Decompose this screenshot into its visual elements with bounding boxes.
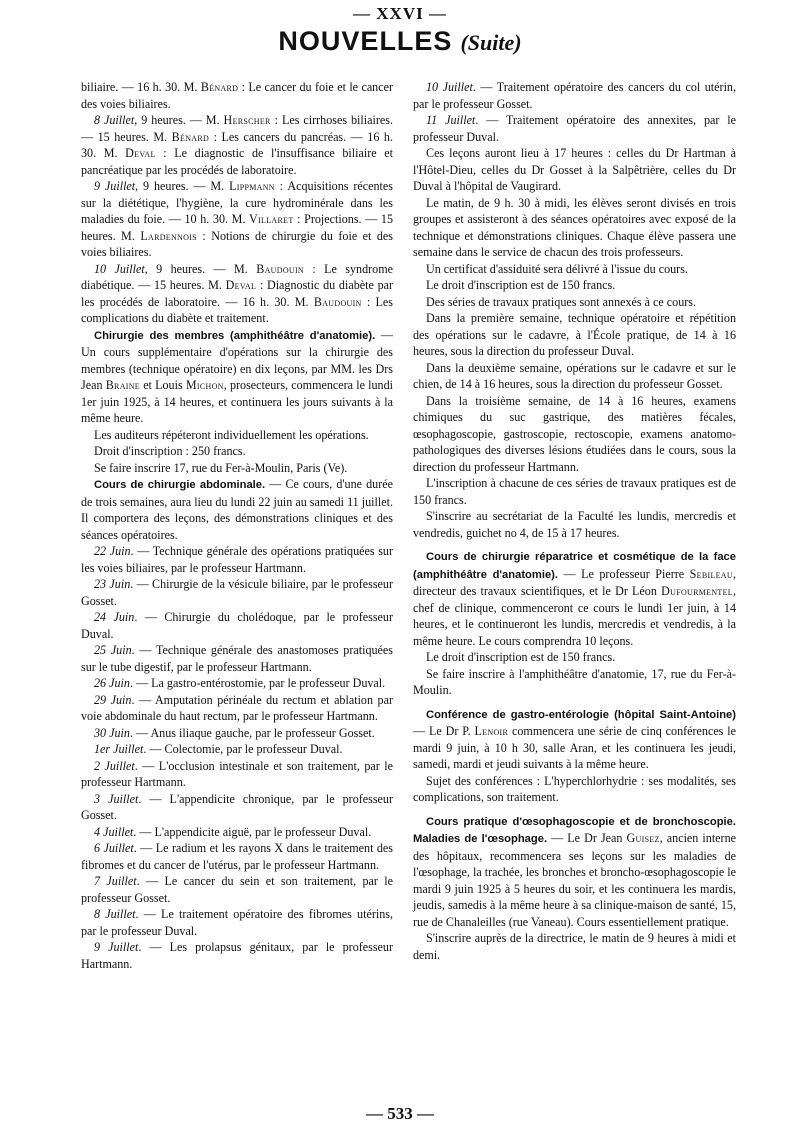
title-suffix: (Suite) bbox=[460, 30, 522, 55]
right-column bbox=[413, 79, 736, 963]
roman-page-number: — XXVI — bbox=[353, 4, 447, 23]
paragraph: Ces leçons auront lieu à 17 heures : celles du Dr Hartman à l'Hôtel-Dieu, celles du Dr Gosset à la Salpêtrière, celles du Dr Duval à l'hôpital de Vaugirard. bbox=[413, 146, 736, 193]
paragraph: L'inscription à chacune de ces séries de travaux pratiques est de 150 francs. bbox=[413, 476, 736, 507]
schedule-item: 30 Juin. — Anus iliaque gauche, par le professeur Gosset. bbox=[94, 725, 375, 740]
section-paragraph: Cours de chirurgie réparatrice et cosmétique de la face (amphithéâtre d'anatomie). — Le professeur Pierre Sebileau, directeur des travaux scientifiques, et le Dr Léon Dufourmentel, chef de clinique, commenceront ce cours le lundi 1er juin, à 14 heures, et le continueront les lundis, mercredis et vendredis, à la même heure. Le cours comprendra 10 leçons. bbox=[413, 551, 736, 648]
schedule-item: 24 Juin. — Chirurgie du cholédoque, par le professeur Duval. bbox=[81, 610, 393, 641]
paragraph: Un certificat d'assiduité sera délivré à l'issue du cours. bbox=[426, 261, 688, 276]
section-paragraph: Conférence de gastro-entérologie (hôpital Saint-Antoine) — Le Dr P. Lenoir commencera une série de cinq conférences le mardi 9 juin, à 10 h 30, salle Aran, et les continuera les jeudi, samedi, mardi et jeudi suivants à la même heure. bbox=[413, 708, 736, 771]
paragraph: Se faire inscrire à l'amphithéâtre d'anatomie, 17, rue du Fer-à-Moulin. bbox=[413, 666, 736, 697]
section-paragraph: Cours de chirurgie abdominale. — Ce cours, d'une durée de trois semaines, aura lieu du lundi 22 juin au samedi 11 juillet. Il comportera des leçons, des démonstrations cliniques et des séances opératoires. bbox=[81, 477, 393, 542]
schedule-item: 26 Juin. — La gastro-entérostomie, par le professeur Duval. bbox=[94, 676, 386, 690]
schedule-item: 2 Juillet. — L'occlusion intestinale et son traitement, par le professeur Hartmann. bbox=[81, 758, 394, 789]
paragraph: 10 Juillet, 9 heures. — M. Baudouin : Le syndrome diabétique. — 15 heures. M. Deval : Diagnostic du diabète par les procédés de laboratoire. — 16 h. 30. M. Baudouin : Les complications du diabète et traitement. bbox=[81, 261, 394, 325]
schedule-item: 8 Juillet. — Le traitement opératoire des fibromes utérins, par le professeur Duval. bbox=[81, 907, 393, 938]
paragraph: 8 Juillet, 9 heures. — M. Herscher : Les cirrhoses biliaires. — 15 heures. M. Bénard : Les cancers du pancréas. — 16 h. 30. M. Deval : Le diagnostic de l'insuffisance biliaire et pancréatique par les procédés de laboratoire. bbox=[81, 113, 393, 177]
paragraph: biliaire. — 16 h. 30. M. Bénard : Le cancer du foie et le cancer des voies biliaires. bbox=[81, 80, 393, 111]
schedule-item: 9 Juillet. — Les prolapsus génitaux, par le professeur Hartmann. bbox=[81, 940, 393, 971]
paragraph: Le droit d'inscription est de 150 francs. bbox=[426, 278, 616, 292]
paragraph: 9 Juillet, 9 heures. — M. Lippmann : Acquisitions récentes sur la diététique, l'hygiène, la cure hydrominérale dans les maladies du foie. — 10 h. 30. M. Villaret : Projections. — 15 heures. M. Lardennois : Notions de chirurgie du foie et des voies biliaires. bbox=[81, 179, 393, 259]
schedule-item: 3 Juillet. — L'appendicite chronique, par le professeur Gosset. bbox=[81, 791, 393, 822]
paragraph: Les auditeurs répéteront individuellement les opérations. bbox=[94, 427, 369, 442]
left-column bbox=[81, 79, 393, 972]
paragraph: Le droit d'inscription est de 150 francs. bbox=[426, 650, 616, 664]
section-paragraph: Cours pratique d'œsophagoscopie et de bronchoscopie. Maladies de l'œsophage. — Le Dr Jean Guisez, ancien interne des hôpitaux, recommencera ses leçons sur les maladies de l'œsophage, la trachée, les bronches et broncho-œsophagoscopie le mardi 9 juin 1925 à 5 heures du soir, et les continuera les mardis, jeudis, samedis à la même heure à sa clinique-maison de santé, 15, rue de Chanaleilles (rue Vaneau). Cours essentiellement pratique. bbox=[413, 815, 736, 929]
schedule-item: 7 Juillet. — Le cancer du sein et son traitement, par le professeur Gosset. bbox=[81, 874, 393, 905]
paragraph: Dans la première semaine, technique opératoire et répétition des opérations sur le cadavre, à l'École pratique, de 14 à 16 heures, sous la direction du professeur Duval. bbox=[413, 311, 736, 358]
section-paragraph: Chirurgie des membres (amphithéâtre d'anatomie). — Un cours supplémentaire d'opérations sur la chirurgie des membres (technique opératoire) en dix leçons, par MM. les Drs Jean Braine et Louis Michon, prosecteurs, commencera le lundi 1er juin 1925, à 14 heures, et continuera les jours suivants à la même heure. bbox=[81, 327, 393, 425]
schedule-item: 4 Juillet. — L'appendicite aiguë, par le professeur Duval. bbox=[94, 824, 372, 839]
schedule-item: 29 Juin. — Amputation périnéale du rectum et ablation par voie abdominale du haut rectum, par le professeur Hartmann. bbox=[81, 692, 393, 723]
paragraph: Sujet des conférences : L'hyperchlorhydrie : ses modalités, ses complications, son traitement. bbox=[413, 773, 736, 804]
schedule-item: 6 Juillet. — Le radium et les rayons X dans le traitement des fibromes et du cancer de l'utérus, par le professeur Hartmann. bbox=[81, 841, 393, 872]
paragraph: Se faire inscrire 17, rue du Fer-à-Moulin, Paris (Ve). bbox=[94, 460, 348, 475]
page-number: — 533 — bbox=[366, 1104, 434, 1123]
paragraph: Dans la troisième semaine, de 14 à 16 heures, examens chimiques du suc gastrique, des matières fécales, œsophagoscopie, gastroscopie, rectoscopie, examens anatomo-pathologiques des diverses lésions étudiées dans le cours, sous la direction du professeur Hartmann. bbox=[413, 393, 736, 474]
schedule-item: 10 Juillet. — Traitement opératoire des cancers du col utérin, par le professeur Gosset. bbox=[413, 80, 736, 111]
schedule-item: 1er Juillet. — Colectomie, par le professeur Duval. bbox=[94, 742, 343, 756]
title-main: NOUVELLES bbox=[278, 26, 453, 56]
paragraph: Droit d'inscription : 250 francs. bbox=[94, 444, 246, 458]
schedule-item: 11 Juillet. — Traitement opératoire des annexites, par le professeur Duval. bbox=[413, 113, 736, 144]
paragraph: Le matin, de 9 h. 30 à midi, les élèves seront divisés en trois groupes et assisteront à des séances opératoires avec exposé de la technique et démonstrations cliniques. Chaque élève passera une semaine dans le service de chacun des trois professeurs. bbox=[413, 195, 736, 259]
page-title bbox=[0, 26, 800, 57]
paragraph: Dans la deuxième semaine, opérations sur le cadavre et sur le chien, de 14 à 16 heures, sous la direction du professeur Gosset. bbox=[413, 360, 736, 391]
paragraph: S'inscrire auprès de la directrice, le matin de 9 heures à midi et demi. bbox=[413, 931, 736, 962]
schedule-item: 22 Juin. — Technique générale des opérations pratiquées sur les voies biliaires, par le professeur Hartmann. bbox=[81, 544, 393, 575]
schedule-item: 25 Juin. — Technique générale des anastomoses pratiquées sur le tube digestif, par le professeur Hartmann. bbox=[81, 643, 393, 674]
paragraph: S'inscrire au secrétariat de la Faculté les lundis, mercredis et vendredis, guichet no 4, de 15 à 17 heures. bbox=[413, 509, 736, 540]
schedule-item: 23 Juin. — Chirurgie de la vésicule biliaire, par le professeur Gosset. bbox=[81, 577, 393, 608]
paragraph: Des séries de travaux pratiques sont annexés à ce cours. bbox=[426, 294, 696, 309]
